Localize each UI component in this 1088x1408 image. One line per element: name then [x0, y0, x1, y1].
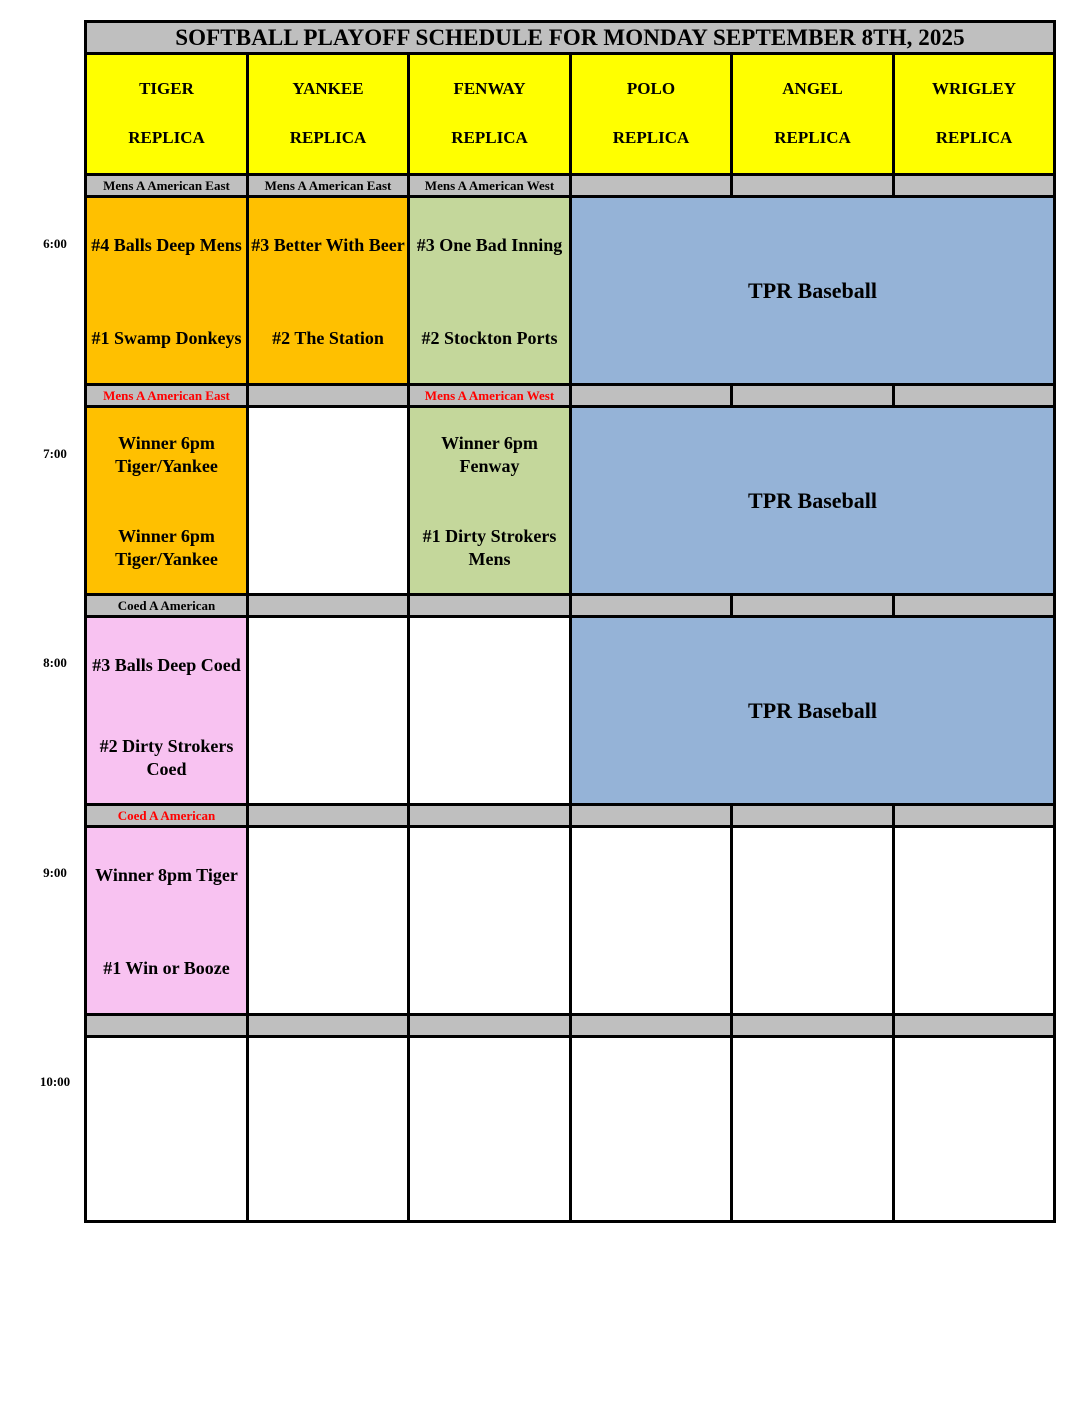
team-bottom: Winner 6pm Tiger/Yankee [115, 526, 218, 569]
time-label-6: 6:00 [43, 236, 67, 251]
division-label: Mens A American East [87, 176, 246, 195]
team-bottom: #2 Stockton Ports [421, 327, 558, 348]
division-label-empty [895, 176, 1053, 195]
field-name: ANGEL [782, 79, 843, 98]
field-name: POLO [626, 79, 676, 98]
division-label-empty [572, 596, 730, 615]
team-top: #4 Balls Deep Mens [91, 234, 242, 255]
game-slot [410, 198, 569, 383]
field-header-angel [733, 55, 892, 173]
team-bottom: #2 Dirty Strokers Coed [99, 736, 234, 779]
schedule-grid [84, 20, 1056, 1223]
empty-slot [572, 828, 730, 1013]
field-header-polo [572, 55, 730, 173]
field-sub: REPLICA [935, 128, 1013, 147]
division-label: Mens A American East [87, 386, 246, 405]
time-label-7: 7:00 [43, 446, 67, 461]
division-label-empty [733, 386, 892, 405]
field-header-tiger [87, 55, 246, 173]
division-label-empty [733, 176, 892, 195]
team-bottom: #2 The Station [272, 327, 384, 348]
division-label-empty [572, 1016, 730, 1035]
field-sub: REPLICA [289, 128, 367, 147]
division-label-empty [249, 386, 407, 405]
team-top: Winner 8pm Tiger [95, 864, 238, 885]
tpr-baseball-block: TPR Baseball [572, 618, 1053, 803]
division-label-empty [572, 386, 730, 405]
field-sub: REPLICA [612, 128, 690, 147]
team-bottom: #1 Dirty Strokers Mens [422, 526, 557, 569]
empty-slot [895, 828, 1053, 1013]
field-name: FENWAY [453, 79, 526, 98]
field-sub: REPLICA [128, 128, 205, 147]
field-name: WRIGLEY [931, 79, 1017, 98]
team-top: #3 Balls Deep Coed [92, 654, 241, 675]
empty-slot [87, 1038, 246, 1220]
division-label-empty [572, 806, 730, 825]
empty-slot [572, 1038, 730, 1220]
team-top: Winner 6pm Tiger/Yankee [115, 433, 218, 476]
game-slot [87, 828, 246, 1013]
game-slot [87, 198, 246, 383]
division-label-empty [87, 1016, 246, 1035]
empty-slot [410, 1038, 569, 1220]
team-bottom: #1 Swamp Donkeys [91, 327, 242, 348]
team-top: Winner 6pm Fenway [441, 433, 538, 476]
empty-slot [249, 1038, 407, 1220]
field-name: TIGER [139, 79, 194, 98]
division-label-empty [733, 1016, 892, 1035]
division-label-empty [733, 806, 892, 825]
team-top: #3 Better With Beer [251, 234, 405, 255]
division-label-empty [572, 176, 730, 195]
division-label-empty [895, 1016, 1053, 1035]
tpr-baseball-block: TPR Baseball [572, 198, 1053, 383]
division-label: Mens A American East [249, 176, 407, 195]
division-label-empty [410, 1016, 569, 1035]
page-title: SOFTBALL PLAYOFF SCHEDULE FOR MONDAY SEPTEMBER 8TH, 2025 [87, 23, 1053, 52]
division-label: Mens A American West [410, 176, 569, 195]
empty-slot [895, 1038, 1053, 1220]
empty-slot [410, 618, 569, 803]
empty-slot [733, 1038, 892, 1220]
empty-slot [249, 828, 407, 1013]
empty-slot [410, 828, 569, 1013]
field-sub: REPLICA [451, 128, 528, 147]
game-slot [87, 618, 246, 803]
empty-slot [249, 618, 407, 803]
time-label-9: 9:00 [43, 865, 67, 880]
field-header-yankee [249, 55, 407, 173]
division-label-empty [249, 806, 407, 825]
division-label-empty [249, 596, 407, 615]
division-label-empty [410, 596, 569, 615]
time-label-8: 8:00 [43, 655, 67, 670]
division-label-empty [410, 806, 569, 825]
field-header-fenway [410, 55, 569, 173]
field-sub: REPLICA [774, 128, 851, 147]
game-slot [249, 198, 407, 383]
team-top: #3 One Bad Inning [416, 234, 563, 255]
division-label-empty [895, 596, 1053, 615]
empty-slot [249, 408, 407, 593]
division-label: Coed A American [87, 596, 246, 615]
division-label: Mens A American West [410, 386, 569, 405]
division-label: Coed A American [87, 806, 246, 825]
game-slot [410, 408, 569, 593]
empty-slot [733, 828, 892, 1013]
division-label-empty [895, 386, 1053, 405]
division-label-empty [733, 596, 892, 615]
team-bottom: #1 Win or Booze [103, 957, 230, 978]
division-label-empty [249, 1016, 407, 1035]
tpr-baseball-block: TPR Baseball [572, 408, 1053, 593]
time-label-10: 10:00 [39, 1074, 71, 1089]
division-label-empty [895, 806, 1053, 825]
field-name: YANKEE [292, 79, 364, 98]
game-slot [87, 408, 246, 593]
field-header-wrigley [895, 55, 1053, 173]
